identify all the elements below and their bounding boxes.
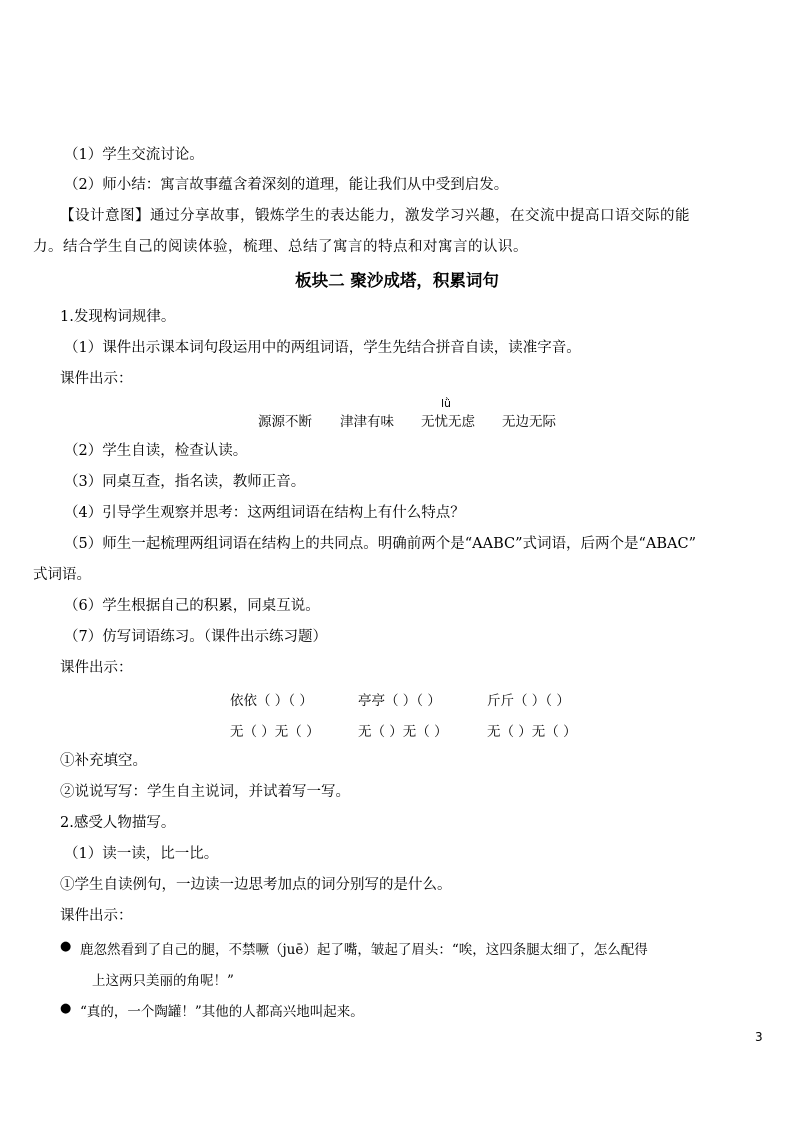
para-2: （2）师小结：寓言故事蕴含着深刻的道理，能让我们从中受到启发。 — [64, 177, 509, 193]
bullet-icon: ● — [60, 939, 72, 954]
para-step-1-2: （2）学生自读，检查认读。 — [64, 443, 248, 459]
step-1-heading: 1.发现构词规律。 — [60, 309, 176, 325]
courseware-label-2: 课件出示： — [60, 660, 133, 676]
exercise-r1-c2: 亭亭（ ）（ ） — [358, 693, 441, 709]
section-title: 板块二 聚沙成塔，积累词句 — [295, 271, 499, 290]
para-step-1-5-cont: 式词语。 — [33, 567, 91, 583]
bullet-icon: ● — [60, 1001, 72, 1016]
task-say-write: ②说说写写：学生自主说词，并试着写一写。 — [60, 784, 350, 800]
para-step-1-3: （3）同桌互查，指名读，教师正音。 — [64, 474, 306, 490]
example-2: “真的，一个陶罐！”其他的人都高兴地叫起来。 — [80, 1004, 364, 1020]
design-intent-line-1: 【设计意图】通过分享故事，锻炼学生的表达能力，激发学习兴趣，在交流中提高口语交际的能 — [60, 208, 690, 224]
example-1-line-2: 上这两只美丽的角呢！” — [92, 973, 234, 989]
exercise-r1-c1: 依依（ ）（ ） — [230, 693, 313, 709]
page-number: 3 — [755, 1030, 763, 1044]
word-4: 无边无际 — [502, 414, 556, 430]
design-intent-line-2: 力。结合学生自己的阅读体验，梳理、总结了寓言的特点和对寓言的认识。 — [33, 239, 528, 255]
word-2: 津津有味 — [340, 414, 394, 430]
exercise-r2-c1: 无（ ）无（ ） — [230, 724, 320, 740]
courseware-label-3: 课件出示： — [60, 908, 133, 924]
courseware-label-1: 课件出示： — [60, 371, 133, 387]
para-step-1-7: （7）仿写词语练习。（课件出示练习题） — [64, 629, 327, 645]
task-fill-blanks: ①补充填空。 — [60, 753, 147, 769]
para-step-1-4: （4）引导学生观察并思考：这两组词语在结构上有什么特点？ — [64, 505, 465, 521]
para-step-1-6: （6）学生根据自己的积累，同桌互说。 — [64, 598, 320, 614]
para-step-1-5: （5）师生一起梳理两组词语在结构上的共同点。明确前两个是“AABC”式词语，后两个是“ABAC” — [64, 536, 697, 552]
para-step-2-1a: ①学生自读例句，一边读一边思考加点的词分别写的是什么。 — [60, 877, 452, 893]
word-1: 源源不断 — [258, 414, 312, 430]
exercise-r1-c3: 斤斤（ ）（ ） — [487, 693, 570, 709]
para-step-2-1: （1）读一读，比一比。 — [64, 846, 219, 862]
step-2-heading: 2.感受人物描写。 — [60, 815, 176, 831]
exercise-r2-c3: 无（ ）无（ ） — [487, 724, 577, 740]
para-1: （1）学生交流讨论。 — [64, 147, 204, 163]
para-step-1-1: （1）课件出示课本词句段运用中的两组词语，学生先结合拼音自读，读准字音。 — [64, 340, 581, 356]
exercise-r2-c2: 无（ ）无（ ） — [358, 724, 448, 740]
pinyin-annotation: lǜ — [441, 397, 452, 410]
word-3: 无忧无虑 — [421, 414, 475, 430]
example-1-line-1: 鹿忽然看到了自己的腿，不禁噘（juē）起了嘴，皱起了眉头：“唉，这四条腿太细了，怎么配得 — [80, 942, 648, 958]
